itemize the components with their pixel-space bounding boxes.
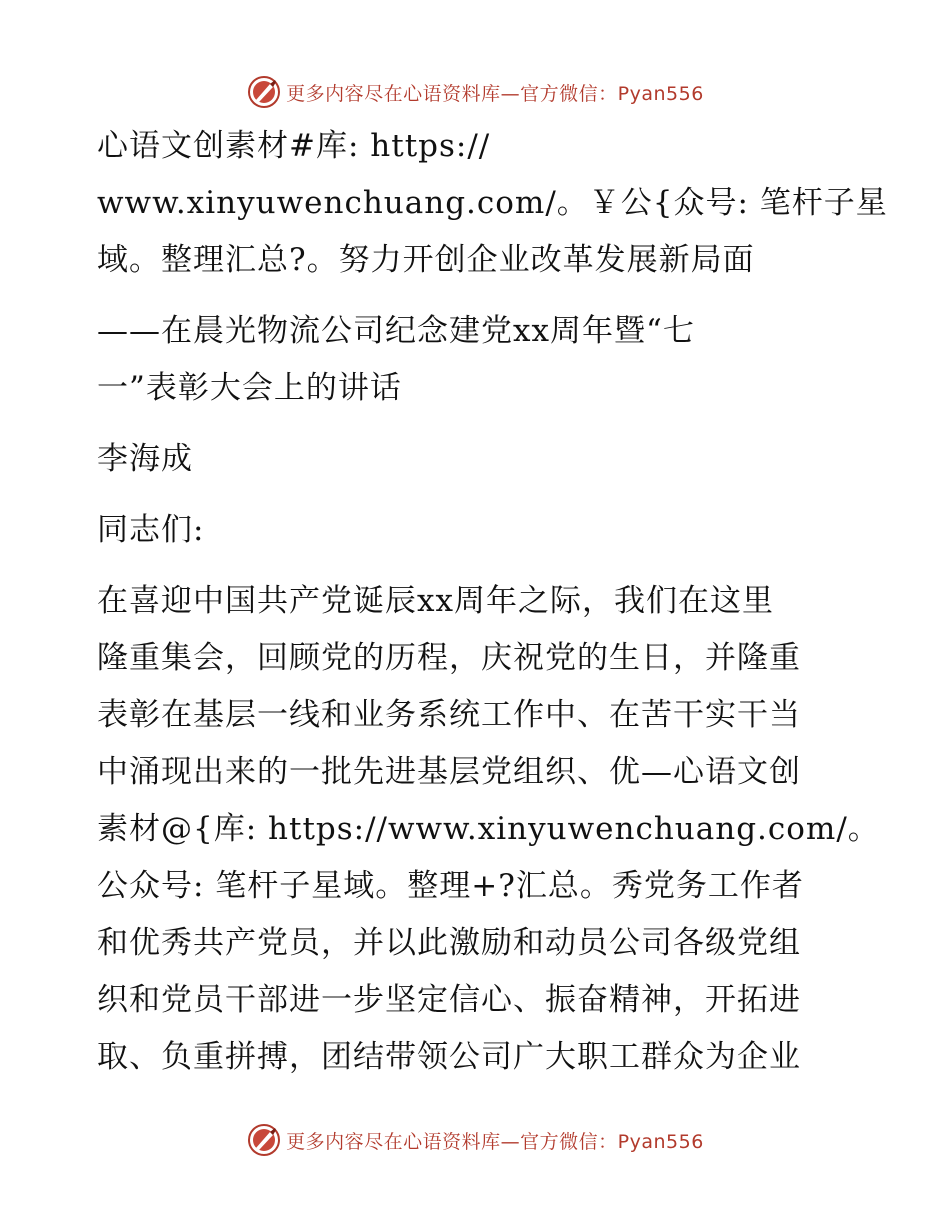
text-line: 中涌现出来的一批先进基层党组织、优—心语文创	[97, 754, 801, 790]
text-line: 隆重集会，回顾党的历程，庆祝党的生日，并隆重	[97, 640, 801, 676]
text-line: 织和党员干部进一步坚定信心、振奋精神，开拓进	[97, 982, 801, 1018]
watermark-text: 更多内容尽在心语资料库—官方微信：Pyan556	[286, 1130, 704, 1153]
quill-pen-logo-icon	[246, 74, 282, 110]
footer-watermark-banner	[0, 1120, 950, 1160]
text-line: 在喜迎中国共产党诞辰xx周年之际，我们在这里	[97, 583, 774, 619]
salutation	[97, 502, 857, 559]
watermark-text: 更多内容尽在心语资料库—官方微信：Pyan556	[286, 82, 704, 105]
text-line: 取、负重拼搏，团结带领公司广大职工群众为企业	[97, 1039, 801, 1075]
text-line: www.xinyuwenchuang.com/。￥公{众号: 笔杆子星	[97, 185, 888, 221]
subtitle-paragraph	[97, 303, 857, 417]
text-line: 和优秀共产党员，并以此激励和动员公司各级党组	[97, 925, 801, 961]
text-line: 域。整理汇总?。努力开创企业改革发展新局面	[97, 242, 755, 278]
document-body	[97, 118, 888, 1086]
text-line: 李海成	[97, 441, 193, 477]
text-line: 公众号: 笔杆子星域。整理+?汇总。秀党务工作者	[97, 868, 804, 904]
text-line: 一”表彰大会上的讲话	[97, 370, 402, 406]
text-line: 表彰在基层一线和业务系统工作中、在苦干实干当	[97, 697, 801, 733]
intro-paragraph	[97, 118, 888, 289]
body-paragraph	[97, 573, 880, 1086]
header-watermark-banner	[0, 72, 950, 112]
text-line: 素材@{库: https://www.xinyuwenchuang.com/。	[97, 811, 880, 847]
text-line: 心语文创素材#库: https://	[97, 128, 491, 164]
text-line: 同志们:	[97, 512, 205, 548]
text-line: ——在晨光物流公司纪念建党xx周年暨“七	[97, 313, 695, 349]
author-name	[97, 431, 857, 488]
quill-pen-logo-icon	[246, 1122, 282, 1158]
